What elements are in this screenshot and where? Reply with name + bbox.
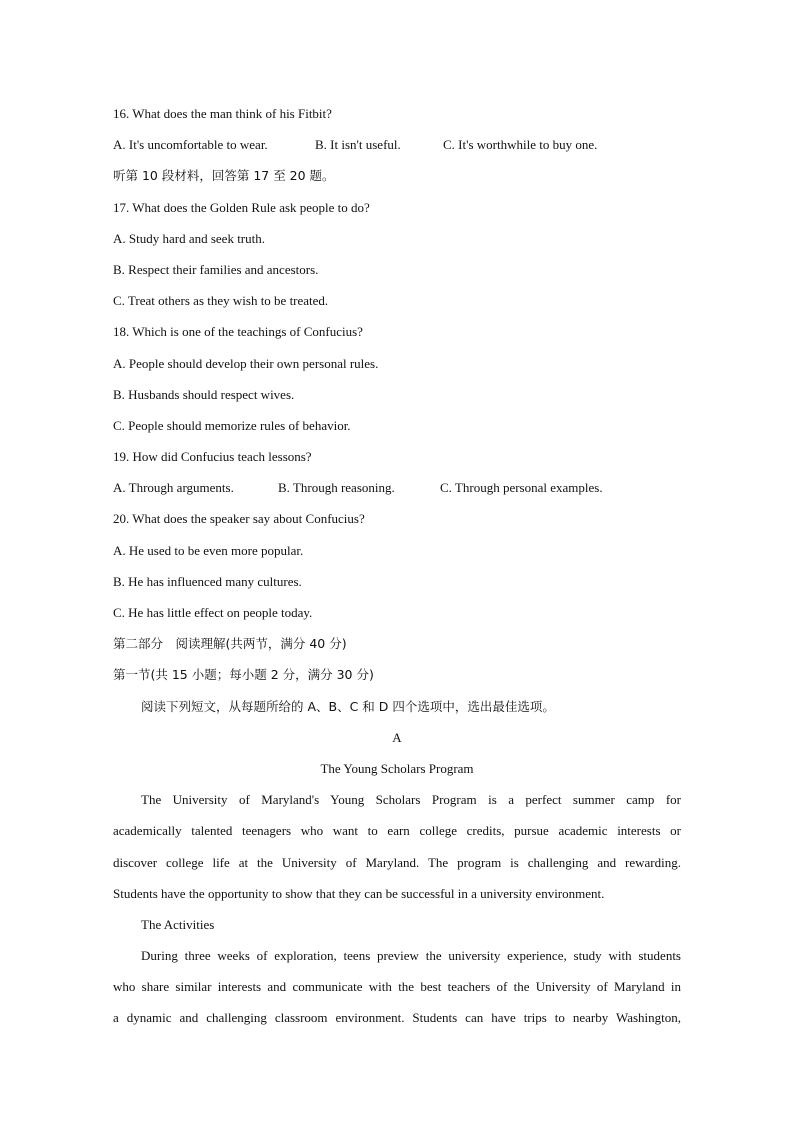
option-c: C. Treat others as they wish to be treated. <box>113 293 329 309</box>
paragraph-2 <box>113 940 681 1034</box>
part-2-heading: 第二部分 阅读理解(共两节，满分 40 分) <box>113 636 347 652</box>
option-b: B. Through reasoning. <box>278 480 395 496</box>
paragraph-line: academically talented teenagers who want to earn college credits, pursue academic interests or <box>113 823 681 839</box>
question-17: 17. What does the Golden Rule ask people to do? <box>113 199 370 215</box>
paragraph-line: Students have the opportunity to show that they can be successful in a university environment. <box>113 885 605 901</box>
subheading-activities: The Activities <box>141 916 215 932</box>
passage-title: The Young Scholars Program <box>320 760 474 776</box>
option-c: C. It's worthwhile to buy one. <box>443 137 598 153</box>
reading-instruction: 阅读下列短文，从每题所给的 A、B、C 和 D 四个选项中，选出最佳选项。 <box>141 698 555 714</box>
option-b: B. Husbands should respect wives. <box>113 386 295 402</box>
option-c: C. Through personal examples. <box>440 480 603 496</box>
option-b: B. He has influenced many cultures. <box>113 573 302 589</box>
section-1-heading: 第一节(共 15 小题；每小题 2 分，满分 30 分) <box>113 667 374 683</box>
option-a: A. Through arguments. <box>113 480 234 496</box>
option-c: C. People should memorize rules of behavior. <box>113 417 351 433</box>
question-20: 20. What does the speaker say about Confucius? <box>113 511 365 527</box>
passage-letter: A <box>392 729 402 745</box>
question-19-options <box>113 472 681 503</box>
section-10-instruction: 听第 10 段材料，回答第 17 至 20 题。 <box>113 168 335 184</box>
option-a: A. It's uncomfortable to wear. <box>113 137 268 153</box>
question-16: 16. What does the man think of his Fitbit? <box>113 106 332 121</box>
paragraph-line: discover college life at the University of Maryland. The program is challenging and rewarding. <box>113 854 681 870</box>
option-a: A. People should develop their own personal rules. <box>113 355 379 371</box>
question-19: 19. How did Confucius teach lessons? <box>113 449 312 465</box>
exam-page <box>113 98 681 1034</box>
paragraph-line: a dynamic and challenging classroom environment. Students can have trips to nearby Washington, <box>113 1010 681 1026</box>
option-a: A. He used to be even more popular. <box>113 542 304 558</box>
paragraph-1 <box>113 784 681 909</box>
option-b: B. Respect their families and ancestors. <box>113 261 319 277</box>
question-16-options <box>113 129 681 160</box>
question-18: 18. Which is one of the teachings of Confucius? <box>113 324 363 340</box>
paragraph-line: who share similar interests and communicate with the best teachers of the University of Maryland in <box>113 979 681 995</box>
paragraph-line: The University of Maryland's Young Scholars Program is a perfect summer camp for <box>141 792 681 808</box>
paragraph-line: During three weeks of exploration, teens preview the university experience, study with students <box>141 948 681 964</box>
option-a: A. Study hard and seek truth. <box>113 230 266 246</box>
option-c: C. He has little effect on people today. <box>113 605 313 620</box>
option-b: B. It isn't useful. <box>315 137 401 153</box>
